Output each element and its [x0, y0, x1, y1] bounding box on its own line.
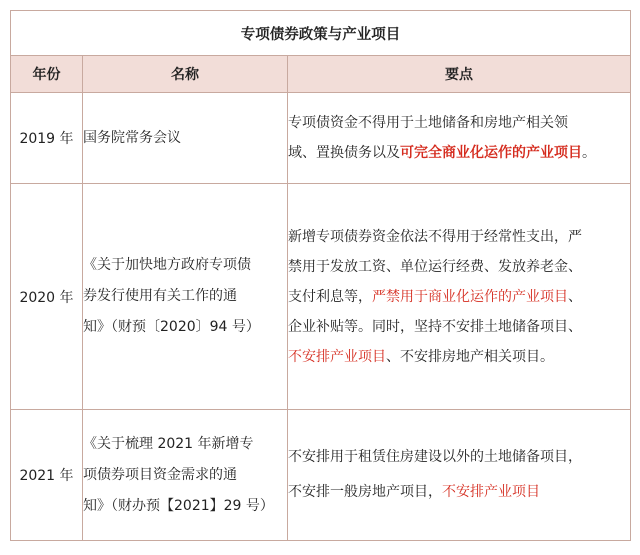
points-line: 企业补贴等。同时，坚持不安排土地储备项目、	[288, 318, 582, 335]
points-text: 。	[582, 145, 596, 161]
points-text: 、	[568, 288, 582, 305]
name-line: 《关于加快地方政府专项债	[83, 257, 251, 273]
points-line: 专项债资金不得用于土地储备和房地产相关领	[288, 115, 568, 131]
table-title: 专项债券政策与产业项目	[11, 11, 631, 56]
points-text: 域、置换债务以及	[288, 145, 400, 161]
table-row	[11, 410, 631, 541]
points-line	[288, 342, 630, 372]
table-row	[11, 93, 631, 184]
points-line	[288, 138, 630, 168]
name-cell	[83, 93, 288, 184]
points-text: 、不安排房地产相关项目。	[386, 348, 554, 365]
points-text: 支付利息等，	[288, 288, 372, 305]
year-cell: 2020 年	[11, 184, 83, 410]
highlight-text: 严禁用于商业化运作的产业项目	[372, 288, 568, 305]
name-line: 《关于梳理 2021 年新增专	[83, 435, 254, 452]
name-line: 项债券项目资金需求的通	[83, 466, 237, 483]
name-line: 国务院常务会议	[83, 129, 181, 146]
highlight-text: 可完全商业化运作的产业项目	[400, 145, 582, 161]
name-line: 知》（财办预【2021】29 号）	[83, 497, 274, 514]
header-name: 名称	[83, 56, 288, 93]
header-points: 要点	[288, 56, 631, 93]
points-cell	[288, 184, 631, 410]
year-cell: 2021 年	[11, 410, 83, 541]
points-line: 新增专项债券资金依法不得用于经常性支出，严	[288, 228, 582, 245]
name-cell	[83, 184, 288, 410]
highlight-text: 不安排产业项目	[442, 484, 540, 500]
policy-table	[10, 10, 631, 541]
points-text: 不安排一般房地产项目，	[288, 484, 442, 500]
name-line: 知》（财预〔2020〕94 号）	[83, 319, 260, 335]
points-line	[288, 475, 630, 510]
points-line: 禁用于发放工资、单位运行经费、发放养老金、	[288, 258, 582, 275]
highlight-text: 不安排产业项目	[288, 348, 386, 365]
points-line: 不安排用于租赁住房建设以外的土地储备项目，	[288, 449, 582, 465]
points-line	[288, 282, 630, 312]
header-year: 年份	[11, 56, 83, 93]
table-row	[11, 184, 631, 410]
points-cell	[288, 93, 631, 184]
name-line: 券发行使用有关工作的通	[83, 288, 237, 304]
name-cell	[83, 410, 288, 541]
points-cell	[288, 410, 631, 541]
year-cell: 2019 年	[11, 93, 83, 184]
